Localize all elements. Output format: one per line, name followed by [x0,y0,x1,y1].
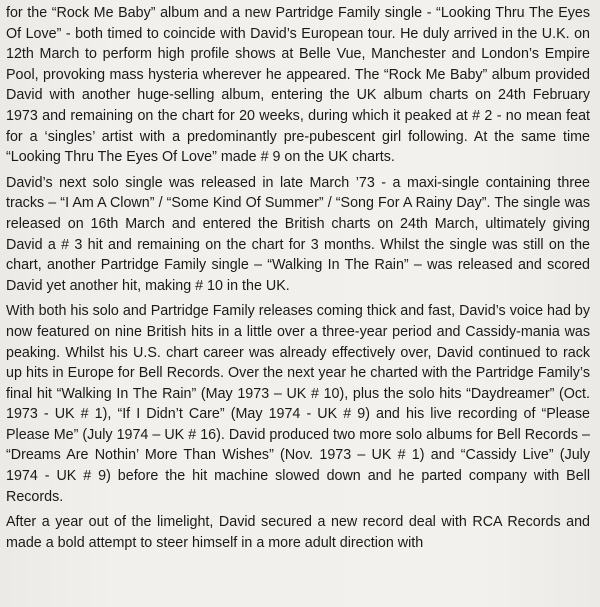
body-text [6,3,590,553]
paragraph-rca-records: After a year out of the limelight, David secured a new record deal with RCA Records and made a bold attempt to steer himself in a more adult direction with [6,514,590,551]
paragraph-rock-me-baby: for the “Rock Me Baby” album and a new Partridge Family single - “Looking Thru The Eyes Of Love” - both timed to coincide with David’s European tour. He duly arrived in the U.K. on 12th March to perform high profile shows at Belle Vue, Manchester and London’s Empire Pool, provoking mass hysteria wherever he appeared. The “Rock Me Baby” album provided David with another huge-selling album, entering the UK album charts on 24th February 1973 and remaining on the chart for 20 weeks, during which it peaked at # 2 - no mean feat for a ‘singles’ artist with a predominantly pre-pubescent girl following. At the same time “Looking Thru The Eyes Of Love” made # 9 on the UK charts. [6,5,590,166]
paragraph-next-solo-single: David’s next solo single was released in late March ’73 - a maxi-single containing three tracks – “I Am A Clown” / “Some Kind Of Summer” / “Song For A Rainy Day”. The single was released on 16th March and entered the British charts on 24th March, ultimately giving David a # 3 hit and remaining on the chart for 3 months. Whilst the single was still on the chart, another Partridge Family single – “Walking In The Rain” – was released and scored David yet another hit, making # 10 in the UK. [6,174,590,294]
paragraph-cassidy-mania: With both his solo and Partridge Family releases coming thick and fast, David’s voice had by now featured on nine British hits in a little over a three-year period and Cassidy-mania was peaking. Whilst his U.S. chart career was already effectively over, David continued to rack up hits in Europe for Bell Records. Over the next year he charted with the Partridge Family’s final hit “Walking In The Rain” (May 1973 – UK # 10), plus the solo hits “Daydreamer” (Oct. 1973 - UK # 1), “If I Didn’t Care” (May 1974 - UK # 9) and his live recording of “Please Please Me” (July 1974 – UK # 16). David produced two more solo albums for Bell Records – “Dreams Are Nothin’ More Than Wishes” (Nov. 1973 – UK # 1) and “Cassidy Live” (July 1974 - UK # 9) before the hit machine slowed down and he parted company with Bell Records. [6,303,590,505]
